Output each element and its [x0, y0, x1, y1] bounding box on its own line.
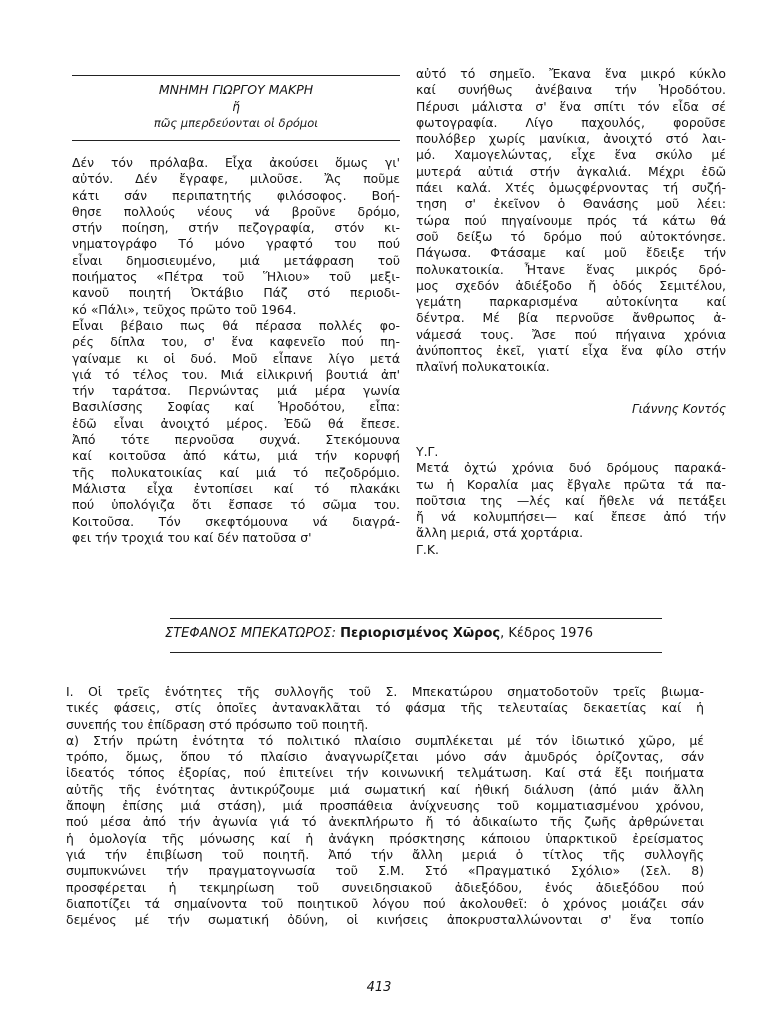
text-line: νάμεσά τους. Ἄσε πού πήγαινα χρόνια	[416, 326, 726, 342]
text-line: καί συνήθως ἀνέβαινα τήν Ἡροδότου.	[416, 82, 726, 98]
text-line: ποῦτσια της —λές καί ἤθελε νά πετάξει	[416, 492, 726, 508]
text-line: μος σχεδόν ἀδιέξοδο ἤ ὁδός Σεμιτέλου,	[416, 277, 726, 293]
text-line: πού μέσα ἀπό τήν ἀγωνία γιά τό ἀνεκπλήρωτο ἤ τό ἀδικαίωτο τῆς ζωῆς ἀρθρώνεται	[66, 814, 704, 830]
text-line: πλαϊνή πολυκατοικία.	[416, 359, 550, 375]
text-line: ἤ νά κολυμπήσει— καί ἔπεσε ἀπό τήν	[416, 509, 726, 525]
review-rule-bottom	[170, 652, 662, 653]
review-rule-top	[170, 618, 662, 619]
text-line: ἡ ὁμολογία τῆς μόνωσης καί ἡ ἀνάγκη πρόσκτησης κάποιου ὑπαρκτικοῦ ἐρείσματος	[66, 830, 704, 846]
text-line: μυτερά αὐτιά στήν ἀγκαλιά. Μέχρι ἐδῶ	[416, 163, 726, 179]
text-line: ἀνύποπτος ἐκεῖ, γιατί εἶχα ἕνα φίλο στήν	[416, 343, 726, 359]
text-line: Δέν τόν πρόλαβα. Εἶχα ἀκούσει ὅμως γι'	[72, 155, 400, 170]
text-line: τικές φάσεις, στίς ὁποῖες ἀντανακλᾶται τό φάσμα τῆς τελευταίας δεκαετίας καί ἡ	[66, 700, 704, 716]
text-line: γιά τήν ἐπιβίωση τοῦ ποιητῆ. Ἀπό τήν ἄλλη μεριά ὁ τίτλος τῆς συλλογῆς	[66, 846, 704, 862]
review-author: ΣΤΕΦΑΝΟΣ ΜΠΕΚΑΤΩΡΟΣ:	[165, 626, 336, 641]
postscript	[416, 444, 726, 558]
text-line: συμπυκνώνει τήν πραγματογνωσία τοῦ Σ.Μ. Στό «Πραγματικό Σχόλιο» (Σελ. 8)	[66, 863, 704, 879]
article-right-column	[416, 66, 726, 376]
text-line: φωτογραφία. Λίγο παχουλός, φοροῦσε	[416, 114, 726, 130]
article-subtitle: πῶς μπερδεύονται οἱ δρόμοι	[153, 116, 319, 130]
text-line: θησε πολλούς νέους νά βροῦνε δρόμο,	[72, 203, 400, 219]
text-line: τῆς πολυκατοικίας καί μιά τό πεζοδρόμιο.	[72, 464, 400, 480]
text-line: αὐτόν. Δέν ἔγραφε, μιλοῦσε. Ἄς ποῦμε	[72, 171, 400, 187]
text-line: Βασιλίσσης Σοφίας καί Ἡροδότου, εἶπα:	[72, 399, 400, 415]
text-line: Κοιτοῦσα. Τόν σκεφτόμουνα νά διαγρά-	[72, 513, 400, 529]
text-line: ἄποψη ἐπίσης μιά στάση), μιά προσπάθεια ἀνίχνευσης τοῦ κομματιασμένου χρόνου,	[66, 798, 704, 814]
header-rule-bottom	[72, 140, 400, 141]
text-line: αὐτῆς τῆς ἑνότητας ἀντικρύζουμε μιά σωματική καί ἠθική διάλυση (ἀπό μιάν ἄλλη	[66, 781, 704, 797]
article-title: ΜΝΗΜΗ ΓΙΩΡΓΟΥ ΜΑΚΡΗ	[158, 82, 314, 97]
text-line: αὐτό τό σημεῖο. Ἔκανα ἕνα μικρό κύκλο	[416, 66, 726, 81]
text-line: δέντρα. Μέ βία περνοῦσε ἄνθρωπος ἀ-	[416, 310, 726, 326]
text-line: κό «Πάλι», τεῦχος πρῶτο τοῦ 1964.	[72, 301, 297, 317]
text-line: εἶναι δημοσιευμένο, μιά μετάφραση τοῦ	[72, 252, 400, 268]
article-title-conjunction: ἤ	[232, 100, 240, 114]
text-line: φει τήν τροχιά του καί δέν πατοῦσα σ'	[72, 529, 312, 545]
review-work-title: Περιορισμένος Χῶρος	[340, 626, 501, 641]
text-line: Ι. Οἱ τρεῖς ἑνότητες τῆς συλλογῆς τοῦ Σ. Μπεκατώρου σηματοδοτοῦν τρεῖς βιωμα-	[66, 684, 704, 699]
text-line: προσφέρεται ἡ τεκμηρίωση τοῦ συνειδησιακοῦ ἀδιεξόδου, ἑνός ἀδιεξόδου πού	[66, 879, 704, 895]
review-publisher: , Κέδρος 1976	[500, 626, 593, 641]
text-line: στήν ποίηση, στήν πεζογραφία, στόν κι-	[72, 220, 400, 236]
text-line: τηση σ' ἐκεῖνον ὁ Θανάσης μοῦ λέει:	[416, 196, 726, 212]
postscript-initials-top: Υ.Γ.	[416, 444, 439, 459]
article-left-column	[72, 155, 400, 546]
text-line: πάει καλά. Χτές ὁμωςφέρνοντας τή συζή-	[416, 180, 726, 196]
postscript-initials-bottom: Γ.Κ.	[416, 541, 439, 557]
postscript-body	[416, 460, 726, 541]
text-line: Πάγωσα. Φτάσαμε καί μοῦ ἔδειξε τήν	[416, 245, 726, 261]
text-line: συνεπής του ἐπίδραση στό πρόσωπο τοῦ ποιητῆ.	[66, 716, 369, 732]
text-line: τρόπο, ὅμως, ὅπου τό πλαίσιο ἀναγνωρίζεται μόνο σάν ἀμυδρός ὁρίζοντας, σάν	[66, 749, 704, 765]
text-line: μό. Χαμογελώντας, εἶχε ἕνα σκύλο μέ	[416, 147, 726, 163]
text-line: ποιήματος «Πέτρα τοῦ Ἥλιου» τοῦ μεξι-	[72, 269, 400, 285]
text-line: δεμένος μέ τήν σωματική ὀδύνη, οἱ κινήσεις ἀποκρυσταλλώνονται σ' ἕνα τοπίο	[66, 912, 704, 928]
text-line: Μάλιστα εἶχα ἐντοπίσει καί τό πλακάκι	[72, 480, 400, 496]
text-line: πολυκατοικία. Ἦτανε ἕνας μικρός δρό-	[416, 261, 726, 277]
text-line: κάτι σάν περιπατητής φιλόσοφος. Βοή-	[72, 187, 400, 203]
text-line: α) Στήν πρώτη ἑνότητα τό πολιτικό πλαίσιο συμπλέκεται μέ τόν ἰδιωτικό χῶρο, μέ	[66, 732, 704, 748]
text-line: γαίναμε κι οἱ δυό. Μοῦ εἶπανε λίγο μετά	[72, 350, 400, 366]
text-line: τω ἡ Κοραλία μας ἔβγαλε πρῶτα τά πα-	[416, 476, 726, 492]
text-line: ἰδεατός τόπος ἐξορίας, πού ἐπιτείνει τήν κοινωνική τελμάτωση. Καί στά ἔξι ποιήματα	[66, 765, 704, 781]
page-number: 413	[366, 980, 392, 995]
header-rule-top	[72, 75, 400, 76]
text-line: νηματογράφο Τό μόνο γραφτό του πού	[72, 236, 400, 252]
text-line: ἐδῶ εἶναι ἀνοιχτό μέρος. Ἐδῶ θά ἔπεσε.	[72, 415, 400, 431]
text-line: Ἀπό τότε περνοῦσα συχνά. Στεκόμουνα	[72, 432, 400, 448]
text-line: πουλόβερ χωρίς μανίκια, ἀνοιχτό στό λαι-	[416, 131, 726, 147]
text-line: Εἶναι βέβαιο πως θά πέρασα πολλές φο-	[72, 317, 400, 333]
text-line: κανοῦ ποιητή Ὀκτάβιο Πάζ στό περιοδι-	[72, 285, 400, 301]
text-line: σοῦ δείξω τό δρόμο πού αὐτοκτόνησε.	[416, 228, 726, 244]
text-line: γεμάτη παρκαρισμένα αὐτοκίνητα καί	[416, 294, 726, 310]
article-signature: Γιάννης Κοντός	[631, 402, 726, 416]
text-line: τήν ταράτσα. Περνώντας μιά μέρα γωνία	[72, 383, 400, 399]
text-line: Μετά ὀχτώ χρόνια δυό δρόμους παρακά-	[416, 460, 726, 476]
text-line: καί κοιτοῦσα ἀπό κάτω, μιά τήν κορυφή	[72, 448, 400, 464]
text-line: Πέρυσι μάλιστα σ' ἕνα σπίτι τόν εἶδα σέ	[416, 98, 726, 114]
text-line: πού ὑπολόγιζα ὅτι ἔσπασε τό σῶμα του.	[72, 497, 400, 513]
text-line: ἄλλη μεριά, στά χορτάρια.	[416, 525, 584, 541]
text-line: ρές δίπλα του, σ' ἕνα καφενεῖο πού πη-	[72, 334, 400, 350]
review-body	[66, 684, 704, 928]
text-line: διαποτίζει τά σημαίνοντα τοῦ ποιητικοῦ λόγου πού ἀκολουθεῖ: ὁ χρόνος μοιάζει σάν	[66, 895, 704, 911]
text-line: γιά τό τέλος του. Μιά εἰλικρινή βουτιά ἀπ'	[72, 366, 400, 382]
review-title	[0, 626, 758, 641]
text-line: τώρα πού πηγαίνουμε πρός τά κάτω θά	[416, 212, 726, 228]
